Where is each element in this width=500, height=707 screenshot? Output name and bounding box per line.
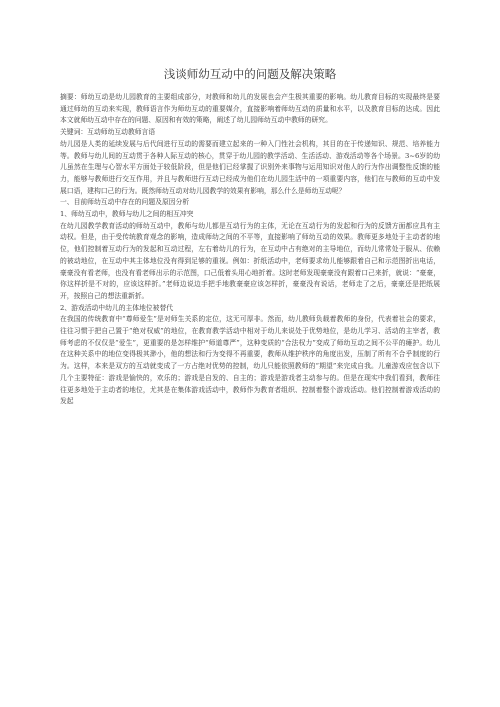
body-paragraph-1: 在幼儿园教学教育活动的师幼互动中，教师与幼儿都是互动行为的主体，无论在互动行为的发起和行为的反馈方面都应具有主动权。但是，由于受传统教育观念的影响，造成师幼之间的不平等，直接影响了师幼互动的效果。教师更多地处于主动者的地位，他们控制着互动行为的发起和互动过程，左右着幼儿的行为，在互动中占有绝对的主导地位，而幼儿常常处于服从、依赖的被动地位，在互动中其主体地位没有得到足够的重视。例如：折纸活动中，老师要求幼儿能够跟着自己和示范图折出电话，豪豪没有看老师，也没有看老师出示的示范图，口己低着头用心地折着。这时老师发现豪豪没有跟着口己来折，就说：“豪豪，你这样折是不对的，应该这样折。”老师边说边手把手地教豪豪应该怎样折，豪豪没有说话，老师走了之后，豪豪还是把纸展开，按照自己的想法重新折。 — [60, 221, 440, 300]
abstract-paragraph: 摘要：师幼互动是幼儿园教育的主要组成部分，对教师和幼儿的发展也会产生极其重要的影响。幼儿教育目标的实现最终是要通过师幼的互动来实现，教师语言作为师幼互动的重要媒介，直接影响着师幼互动的质量和水平，以及教育目标的达成。因此本文就师幼互动中存在的问题、原因和有效的策略，阐述了幼儿园师幼互动中教师的研究。 — [60, 93, 440, 125]
keywords-line: 关键词：互动师幼互动教师言语 — [60, 128, 156, 137]
document-title: 浅谈师幼互动中的问题及解决策略 — [163, 67, 337, 81]
body-paragraph-2: 在我国的传统教育中“尊师爱生”是对师生关系的定位，这无可厚非。然而，幼儿教师负载着教师的身份，代表着社会的要求，往往习惯于把自己置于“绝对权威”的地位，在教育教学活动中相对于幼儿来说处于优势地位，是幼儿学习、活动的主宰者，教师考虑的不仅仅是“爱生”，更重要的是怎样维护“师道尊严”，这种变质的“合法权力”变成了师幼互动之间不公平的瘫护。幼儿在这种关系中的地位变得极其渺小，他的想法和行为变得不再重要，教师从维护秩序的角度出发，压制了所有不合乎制度的行为。这样，本来是双方的互动就变成了一方占绝对优势的控制，幼儿只能依照教师的“期望”来完成自我。儿童游戏应包含以下几个主要特征：游戏是愉快的，欢乐的；游戏是自发的、自主的；游戏是游戏者主动参与的。但是在现实中我们看到，教师往往更多地处于主动者的地位，尤其是在集体游戏活动中，教师作为教育者组织、控制着整个游戏活动。他们控制着游戏活动的发起 — [60, 315, 440, 406]
document-body — [60, 66, 440, 408]
subsection-heading-2: 2、游戏活动中幼儿的主体地位被替代 — [60, 303, 174, 312]
subsection-heading-1: 1、师幼互动中，教师与幼儿之间的相互冲突 — [60, 210, 194, 219]
intro-paragraph: 幼儿园是人类的延续发展与后代间进行互动的需要而建立起来的一种入门性社会机构，其目的在于传递知识、规范、培养能力等。教师与幼儿间的互动贯于各种人际互动的核心，贯穿于幼儿园的教学活动、生活活动、游戏活动等各个场景。3~6岁的幼儿虽然在生理与心智水平方面处于较低阶段，但是他们已经掌握了识别外来事物与运用知识对他人的行为作出调整性反馈的能力，能够与教师进行交互作用，并且与教师进行互动已经成为他们在幼儿园生活中的一项重要内容，他们在与教师的互动中发展口语，建构口己的行为。既然师幼互动对幼儿园教学的效果有影响，那么什么是师幼互动呢？ — [60, 139, 440, 195]
section-heading-1: 一、目前师幼互动中存在的问题及原因分析 — [60, 198, 190, 207]
